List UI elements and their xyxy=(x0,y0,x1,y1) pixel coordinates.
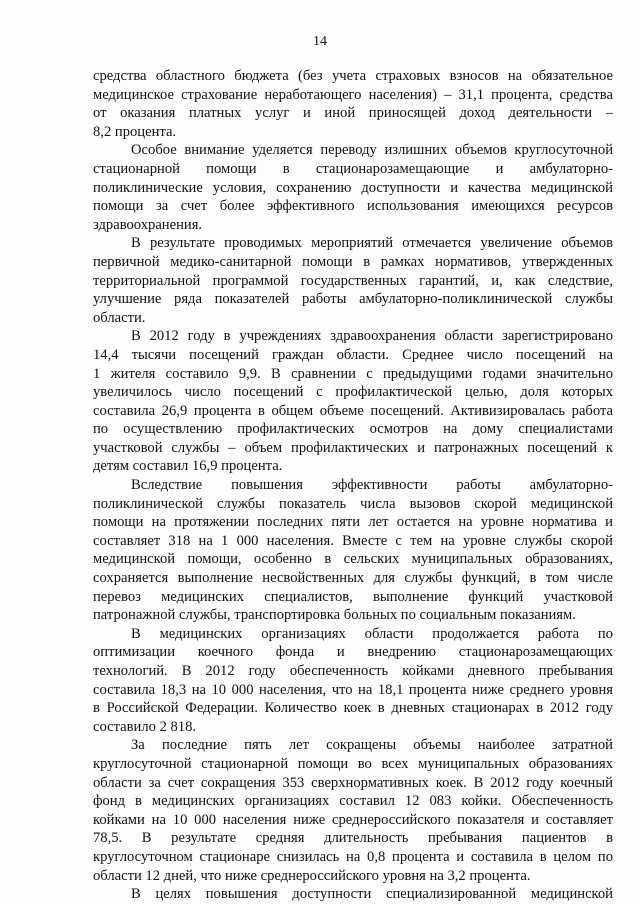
text-line: патронажной службы, транспортировка больных по социальным показаниям. xyxy=(93,607,576,624)
document-body xyxy=(93,67,613,904)
text-line: составила 26,9 процента в общем объеме посещений. Активизировалась работа xyxy=(93,402,613,419)
text-line: 14,4 тысячи посещений граждан области. Среднее число посещений на xyxy=(93,346,613,363)
paragraph xyxy=(93,885,613,904)
paragraph xyxy=(93,476,613,625)
text-line: от оказания платных услуг и иной приносящей доход деятельности – xyxy=(93,105,613,122)
paragraph xyxy=(93,736,613,885)
paragraph xyxy=(93,67,613,141)
text-line: области 12 дней, что ниже среднероссийского уровня на 3,2 процента. xyxy=(93,867,531,884)
text-line: койками на 10 000 населения ниже среднероссийского показателя и составляет xyxy=(93,811,613,828)
paragraph xyxy=(93,141,613,234)
text-line: области. xyxy=(93,309,146,326)
text-line: увеличилось число посещений с профилактической целью, доля которых xyxy=(93,384,613,401)
text-line: помощи за счет более эффективного использования имеющихся ресурсов xyxy=(93,198,613,215)
text-line: медицинской помощи, особенно в сельских муниципальных образованиях, xyxy=(93,551,613,568)
text-line: средства областного бюджета (без учета страховых взносов на обязательное xyxy=(93,68,613,84)
text-line: помощи на протяжении последних пяти лет остается на уровне норматива и xyxy=(93,514,613,531)
text-line: круглосуточной стационарной помощи во всех муниципальных образованиях xyxy=(93,755,613,772)
text-line: по осуществлению профилактических осмотров на дому специалистами xyxy=(93,421,613,438)
text-line: В 2012 году в учреждениях здравоохранения области зарегистрировано xyxy=(131,328,613,345)
text-line: здравоохранения. xyxy=(93,216,203,233)
text-line: круглосуточном стационаре снизилась на 0,8 процента и составила в целом по xyxy=(93,848,613,865)
text-line: медицинское страхование неработающего населения) – 31,1 процента, средства xyxy=(93,86,613,103)
paragraph xyxy=(93,234,613,327)
text-line: в Российской Федерации. Количество коек в дневных стационарах в 2012 году xyxy=(93,700,613,717)
text-line: оптимизации коечного фонда и внедрению стационарозамещающих xyxy=(93,644,613,661)
text-line: технологий. В 2012 году обеспеченность койками дневного пребывания xyxy=(93,663,613,679)
text-line: За последние пять лет сокращены объемы наиболее затратной xyxy=(131,737,613,754)
text-line: составляет 318 на 1 000 населения. Вместе с тем на уровне службы скорой xyxy=(93,532,613,549)
text-line: области за счет сокращения 353 сверхнормативных коек. В 2012 году коечный xyxy=(93,774,613,791)
text-line: улучшение ряда показателей работы амбулаторно-поликлинической службы xyxy=(93,291,613,308)
text-line: сохраняется выполнение несвойственных для службы функций, в том числе xyxy=(93,570,613,587)
text-line: поликлинические условия, сохранению доступности и качества медицинской xyxy=(93,179,613,196)
text-line: перевоз медицинских специалистов, выполнение функций участковой xyxy=(93,588,613,605)
page-number: 14 xyxy=(313,34,327,49)
paragraph xyxy=(93,625,613,737)
text-line: 8,2 процента. xyxy=(93,123,177,140)
text-line: Особое внимание уделяется переводу излишних объемов круглосуточной xyxy=(131,142,613,159)
text-line: Вследствие повышения эффективности работы амбулаторно- xyxy=(131,477,613,494)
text-line: первичной медико-санитарной помощи в рамках нормативов, утвержденных xyxy=(93,253,613,270)
text-line: фонд в медицинских организациях составил 12 083 койки. Обеспеченность xyxy=(93,793,613,810)
text-line: 1 жителя составило 9,9. В сравнении с предыдущими годами значительно xyxy=(93,365,613,382)
text-line: В целях повышения доступности специализированной медицинской xyxy=(131,886,613,903)
paragraph xyxy=(93,327,613,476)
text-line: детям составил 16,9 процента. xyxy=(93,458,283,475)
text-line: 78,5. В результате средняя длительность пребывания пациентов в xyxy=(93,830,613,847)
text-line: В результате проводимых мероприятий отмечается увеличение объемов xyxy=(131,235,613,252)
text-line: составила 18,3 на 10 000 населения, что на 18,1 процента ниже среднего уровня xyxy=(93,681,613,698)
text-line: поликлинической службы показатель числа вызовов скорой медицинской xyxy=(93,495,613,512)
text-line: составило 2 818. xyxy=(93,718,197,735)
text-line: территориальной программой государственных гарантий, и, как следствие, xyxy=(93,272,613,289)
text-line: В медицинских организациях области продолжается работа по xyxy=(131,625,613,642)
text-line: стационарной помощи в стационарозамещающие и амбулаторно- xyxy=(93,160,613,177)
text-line: участковой службы – объем профилактических и патронажных посещений к xyxy=(93,439,613,456)
